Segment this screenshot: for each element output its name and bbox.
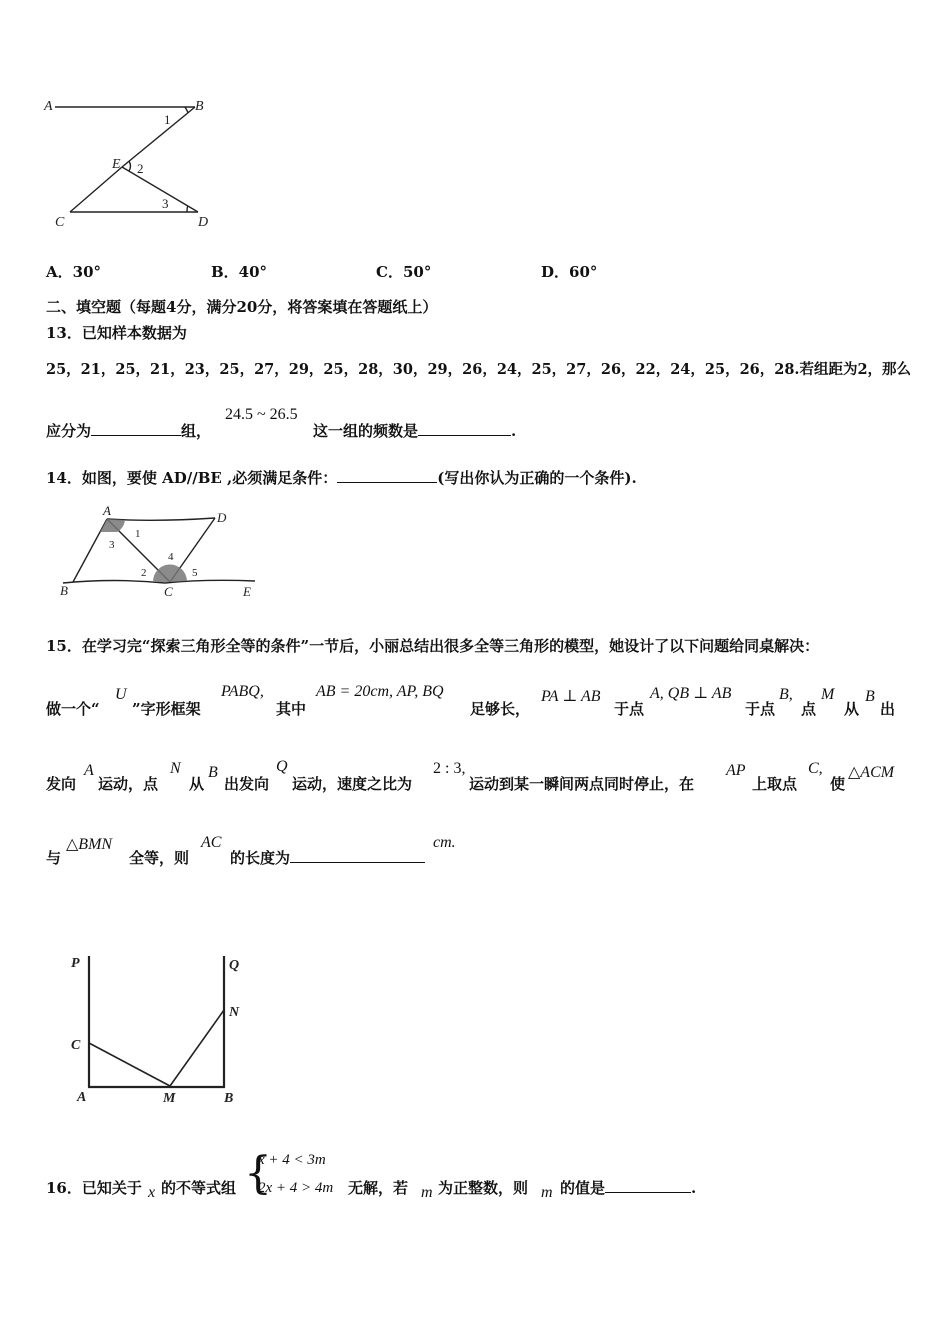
label-b: B [195, 99, 204, 114]
q14-blank [337, 468, 437, 483]
line-ed [122, 167, 198, 212]
q15-l4-b: 全等，则 [129, 849, 190, 867]
q15-l3-c-pt: C, [808, 760, 823, 777]
q15-l3-b: 运动，点 [98, 775, 159, 793]
label-angle-3: 3 [109, 539, 115, 551]
q15-l3-h: 使 [830, 775, 846, 793]
q15-l4-c-text: 的长度为 [230, 849, 291, 867]
q15-l3-c: 从 [189, 775, 205, 793]
q15-l2-g: 点 [801, 700, 817, 718]
q13-text-d: . [511, 422, 517, 440]
q14-text-b: (写出你认为正确的一个条件). [437, 469, 637, 487]
angle-3-arc [187, 206, 188, 212]
q15-l3-a: 发向 [46, 775, 77, 793]
q15-l2-e: 于点 [614, 700, 645, 718]
q15-l3-acm: △ACM [848, 764, 895, 781]
option-d: D．60° [541, 263, 598, 281]
q13-line3 [46, 420, 211, 441]
q13-blank-groups [91, 421, 181, 436]
q15-l2-c: 其中 [276, 700, 307, 718]
label-angle-2: 2 [137, 161, 144, 176]
q16-e: 的值是 [560, 1179, 606, 1197]
label-angle-1: 1 [135, 528, 141, 540]
label-a: A [44, 99, 53, 114]
q16-m2: m [541, 1184, 553, 1201]
q13-line1: 13．已知样本数据为 [46, 324, 187, 342]
line-ab [73, 519, 107, 582]
q15-l2-h: 从 [844, 700, 860, 718]
q15-l2-f: 于点 [745, 700, 776, 718]
q15-l4-cm: cm. [433, 834, 456, 851]
q13-data: 25，21，25，21，23，25，27，29，25，28，30，29，26，24，25，27，26，22，24，25，26，28.若组距为2，那么 [46, 361, 912, 378]
label-a: A [103, 505, 111, 518]
q16-ineq2: 2x + 4 > 4m [258, 1180, 334, 1196]
q13-line3-right [313, 420, 516, 441]
q15-l2-i: 出 [880, 700, 896, 718]
label-c: C [71, 1038, 81, 1053]
label-b: B [60, 583, 68, 598]
label-p: P [71, 956, 80, 971]
figure-q14 [55, 505, 265, 600]
label-angle-2: 2 [141, 567, 147, 579]
q15-l4-ac: AC [201, 834, 222, 851]
q13-blank-frequency [418, 421, 511, 436]
label-n: N [229, 1005, 240, 1020]
q14-text-a: 14．如图，要使 AD//BE ,必须满足条件： [46, 469, 338, 487]
q16-d: 为正整数，则 [438, 1179, 529, 1197]
figure-q12 [40, 92, 225, 234]
line-be [122, 107, 195, 167]
section-2-title: 二、填空题（每题4分，满分20分，将答案填在答题纸上） [46, 298, 438, 316]
q13-text-c: 这一组的频数是 [313, 422, 419, 440]
q16-c: 无解，若 [348, 1179, 409, 1197]
q15-l2-paab: PA ⊥ AB [541, 688, 601, 705]
label-d: D [198, 215, 209, 230]
q15-l3-n: N [170, 760, 181, 777]
q16-brace: { [244, 1148, 272, 1199]
q15-l3-b-pt: B [208, 764, 218, 781]
q13-text-a: 应分为 [46, 422, 92, 440]
label-e: E [243, 584, 251, 599]
q15-l2-b2: B, [779, 686, 793, 703]
q13-text-b: 组， [181, 422, 212, 440]
q15-l4-c [230, 847, 425, 868]
label-c: C [164, 584, 173, 599]
q15-l3-ratio: 2 : 3, [433, 760, 466, 777]
q15-l2-b: ”字形框架 [132, 700, 201, 718]
q15-l3-ap: AP [726, 762, 746, 779]
label-m: M [163, 1091, 176, 1106]
q16-a: 16．已知关于 [46, 1179, 142, 1197]
label-q: Q [229, 958, 240, 973]
option-c: C．50° [376, 263, 432, 281]
q16-x: x [148, 1184, 156, 1201]
q15-l3-a-pt: A [84, 762, 94, 779]
label-d: D [217, 510, 227, 525]
q15-l3-d: 出发向 [224, 775, 270, 793]
q15-l3-f: 运动到某一瞬间两点同时停止，在 [469, 775, 695, 793]
q16-f: . [691, 1179, 697, 1197]
q15-l2-b3: B [865, 688, 875, 705]
q16-m1: m [421, 1184, 433, 1201]
label-a: A [77, 1090, 87, 1105]
q15-blank [290, 848, 425, 863]
q14-line [46, 467, 637, 488]
segment-mn [170, 1010, 224, 1086]
label-c: C [55, 215, 65, 230]
q15-l3-e: 运动，速度之比为 [292, 775, 413, 793]
label-b: B [224, 1091, 234, 1106]
q15-line1: 15．在学习完“探索三角形全等的条件”一节后，小丽总结出很多全等三角形的模型，她设计了以下问题给同桌解决： [46, 637, 820, 655]
q15-l2-m: M [821, 686, 835, 703]
label-angle-4: 4 [168, 551, 174, 563]
label-angle-3: 3 [162, 196, 169, 211]
q15-l4-bmn: △BMN [66, 836, 113, 853]
angle-1-arc [185, 107, 188, 113]
q15-l3-g: 上取点 [752, 775, 798, 793]
q16-b: 的不等式组 [161, 1179, 237, 1197]
q13-interval: 24.5 ~ 26.5 [225, 406, 298, 423]
option-a: A．30° [46, 263, 102, 281]
q15-l2-u: U [115, 686, 127, 703]
label-e: E [112, 157, 121, 172]
angle-2-arc [129, 161, 131, 171]
line-ec [70, 167, 122, 212]
q15-l2-ab: AB = 20cm, AP, BQ [316, 683, 444, 700]
q15-l2-d: 足够长， [470, 700, 531, 718]
q15-l3-q: Q [276, 758, 288, 775]
q15-l4-a: 与 [46, 849, 62, 867]
q15-l2-pabq: PABQ, [221, 683, 264, 700]
label-angle-5: 5 [192, 567, 198, 579]
label-angle-1: 1 [164, 112, 171, 127]
q16-e-line [560, 1177, 696, 1198]
q16-blank [605, 1178, 691, 1193]
figure-q15 [65, 950, 255, 1110]
option-b: B．40° [211, 263, 268, 281]
angle-a-shade [100, 519, 125, 532]
segment-cm [89, 1043, 170, 1086]
angle-c-shade [153, 565, 187, 582]
q16-ineq1: x + 4 < 3m [258, 1152, 326, 1168]
q15-l2-aqb: A, QB ⊥ AB [650, 685, 732, 702]
q15-l2-a: 做一个“ [46, 700, 100, 718]
